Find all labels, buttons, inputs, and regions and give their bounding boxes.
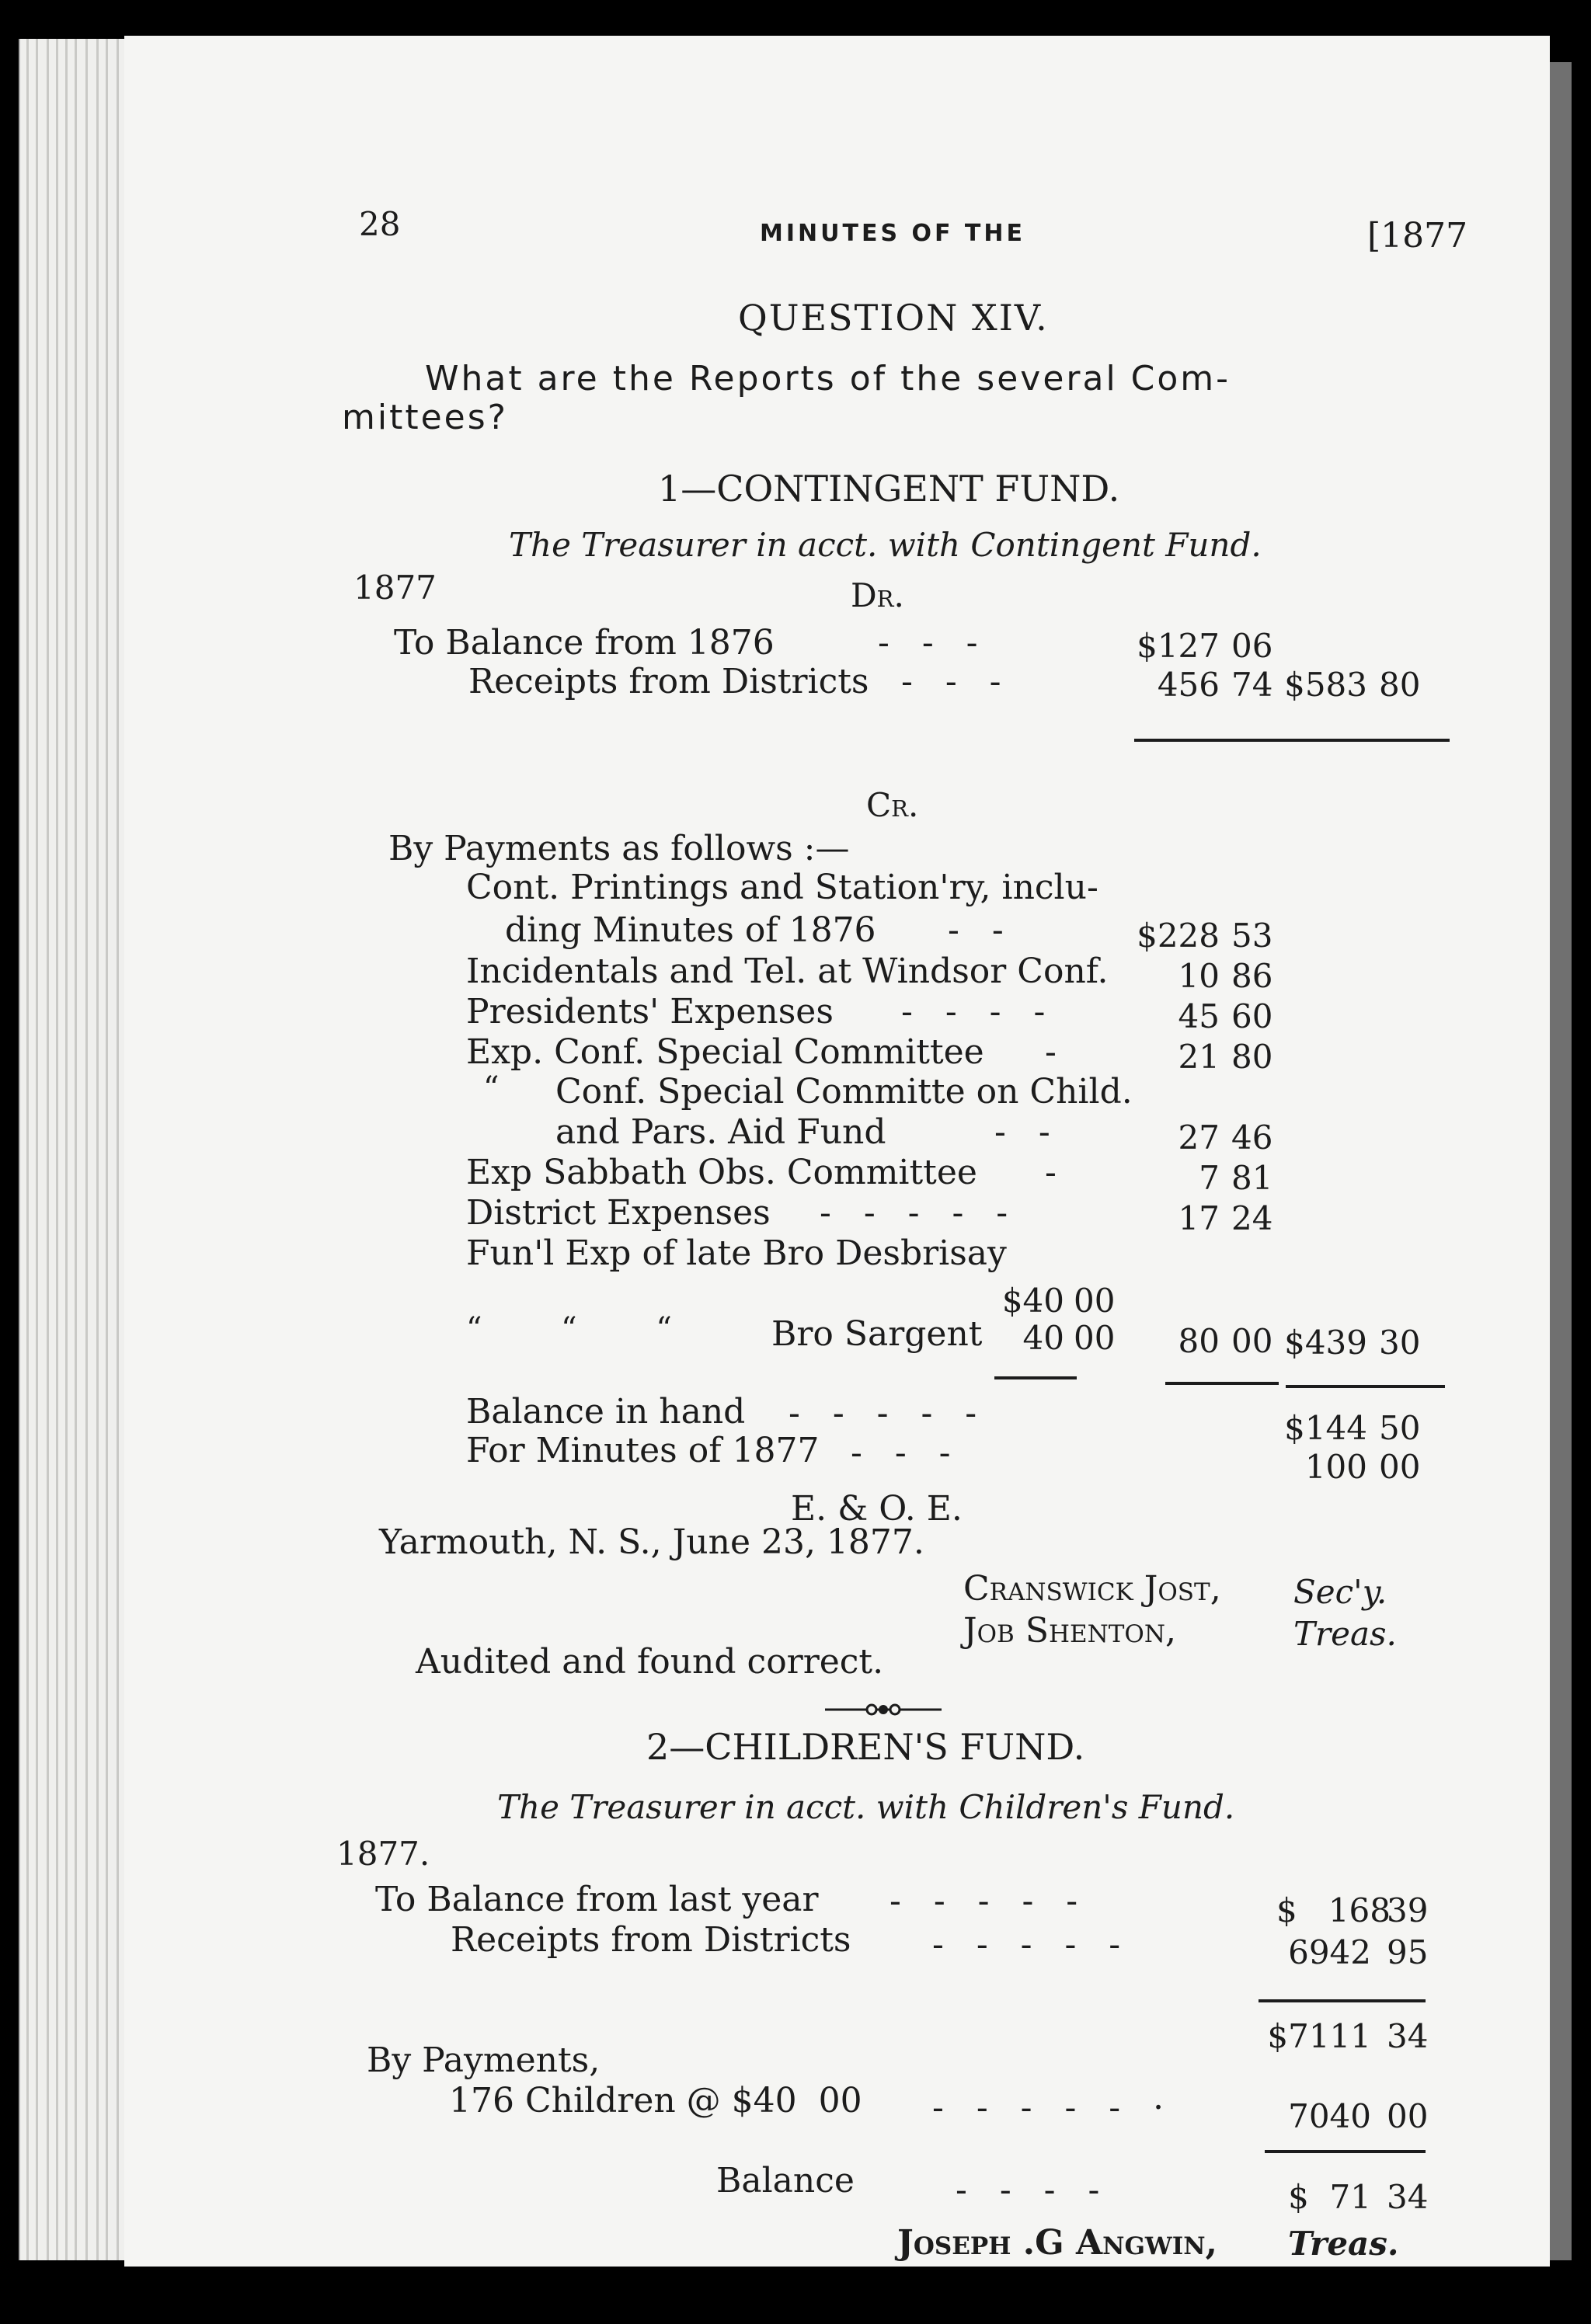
children-balance-label: Balance	[716, 2161, 855, 2200]
cr-line-5-dollars: 21	[1178, 1038, 1220, 1076]
minutes-1877-dollars: 100	[1304, 1448, 1367, 1486]
balance-in-hand-cents: 50	[1379, 1409, 1421, 1447]
cr-total-dollars: $439	[1284, 1324, 1367, 1362]
children-heading: 2—CHILDREN'S FUND.	[646, 1726, 1085, 1768]
cr-line-5-cents: 80	[1231, 1038, 1273, 1076]
cr-line-7-cents: 46	[1231, 1119, 1273, 1157]
minutes-1877-label: For Minutes of 1877	[466, 1431, 820, 1470]
signature-secretary-role: Sec'y.	[1293, 1573, 1387, 1611]
cr-line-8-cents: 81	[1231, 1159, 1273, 1197]
balance-in-hand-dollars: $144	[1284, 1409, 1367, 1447]
minutes-1877-dots: - - -	[851, 1433, 951, 1473]
cr-line-4-dollars: 45	[1178, 997, 1220, 1035]
children-line-1-dollars: $ 168	[1276, 1891, 1391, 1929]
children-payment-dollars: 7040	[1288, 2097, 1371, 2135]
funeral-sargent-dollars: 40	[1022, 1319, 1064, 1357]
funeral-rule	[994, 1376, 1077, 1379]
children-by-payments: By Payments,	[367, 2040, 601, 2080]
book-page	[124, 36, 1550, 2267]
cr-line-4-cents: 60	[1231, 997, 1273, 1035]
cr-line-1-label: Cont. Printings and Station'ry, inclu-	[466, 868, 1098, 907]
dr-line-2-dots: - - -	[901, 662, 1001, 701]
header-year: [1877	[1367, 216, 1468, 256]
cr-line-5-dots: -	[1045, 1032, 1057, 1072]
children-payment-dots: - - - - - ·	[932, 2088, 1165, 2127]
children-line-2-dollars: 6942	[1288, 1933, 1371, 1971]
cr-line-3-cents: 86	[1231, 957, 1273, 995]
cr-line-6-ditto: “	[483, 1070, 500, 1106]
cr-line-4-dots: - - - -	[901, 992, 1046, 1032]
cr-line-2-cents: 53	[1231, 917, 1273, 955]
children-treasurer-name: Joseph .G Angwin,	[897, 2223, 1217, 2263]
place-date: Yarmouth, N. S., June 23, 1877.	[379, 1522, 924, 1562]
by-payments-label: By Payments as follows :—	[388, 829, 850, 868]
contingent-year: 1877	[353, 569, 437, 607]
children-payment-cents: 00	[1387, 2097, 1429, 2135]
cr-line-8-dollars: 7	[1199, 1159, 1220, 1197]
dr-line-2-label: Receipts from Districts	[468, 662, 869, 701]
signature-secretary-name: Cranswick Jost,	[963, 1569, 1221, 1609]
funeral-desbrisay-dollars: $40	[1001, 1282, 1064, 1320]
cr-line-2-label: ding Minutes of 1876	[505, 910, 876, 950]
cr-line-10-label: Fun'l Exp of late Bro Desbrisay	[466, 1233, 1007, 1273]
children-balance-cents: 34	[1387, 2178, 1429, 2216]
balance-in-hand-dots: - - - - -	[789, 1393, 977, 1433]
funeral-sargent-cents: 00	[1074, 1319, 1116, 1357]
cr-line-7-dots: - -	[994, 1112, 1050, 1152]
funeral-subtotal-cents: 00	[1231, 1322, 1273, 1360]
children-treasurer-role: Treas.	[1288, 2225, 1399, 2263]
children-balance-dollars: $ 71	[1288, 2178, 1371, 2216]
dr-line-1-cents: 06	[1231, 627, 1273, 665]
cr-line-2-dollars: $228	[1137, 917, 1220, 955]
cr-line-9-dots: - - - - -	[820, 1193, 1008, 1233]
cr-line-7-label: and Pars. Aid Fund	[555, 1112, 886, 1152]
children-total-dollars: $7111	[1267, 2017, 1371, 2055]
funeral-desbrisay-cents: 00	[1074, 1282, 1116, 1320]
cr-line-3-dollars: 10	[1178, 957, 1220, 995]
contingent-subheading: The Treasurer in acct. with Contingent Fund.	[509, 526, 1262, 564]
running-title: MINUTES OF THE	[760, 220, 1025, 247]
children-line-1-dots: - - - - -	[889, 1881, 1078, 1921]
dr-line-2-cents: 74	[1231, 666, 1273, 704]
children-payment-line: 176 Children @ $40 00	[449, 2081, 862, 2120]
dr-line-1-dollars: $127	[1137, 627, 1220, 665]
subtotal-rule	[1165, 1382, 1279, 1385]
dr-line-1-dots: - - -	[878, 623, 978, 663]
dr-label: Dr.	[851, 576, 904, 614]
question-title: QUESTION XIV.	[738, 297, 1049, 339]
children-line-2-cents: 95	[1387, 1933, 1429, 1971]
children-total-cents: 34	[1387, 2017, 1429, 2055]
section-divider-ornament	[825, 1702, 942, 1717]
cr-line-8-label: Exp Sabbath Obs. Committee	[466, 1153, 977, 1192]
children-total-rule	[1259, 1999, 1426, 2002]
children-year: 1877.	[336, 1835, 430, 1873]
question-text-line2: mittees?	[342, 398, 509, 437]
minutes-1877-cents: 00	[1379, 1448, 1421, 1486]
dr-total-cents: 80	[1379, 666, 1421, 704]
cr-line-6-label: Conf. Special Committe on Child.	[555, 1072, 1133, 1112]
cr-total-cents: 30	[1379, 1324, 1421, 1362]
dr-line-1-label: To Balance from 1876	[394, 623, 775, 663]
funeral-sargent-label: Bro Sargent	[771, 1314, 983, 1354]
total-rule	[1286, 1385, 1445, 1388]
children-subheading: The Treasurer in acct. with Children's Fund.	[497, 1788, 1235, 1826]
page-number: 28	[359, 205, 401, 243]
contingent-heading: 1—CONTINGENT FUND.	[658, 468, 1120, 510]
question-text-line1: What are the Reports of the several Com-	[425, 359, 1231, 398]
cr-line-2-dots: - -	[948, 910, 1004, 950]
cr-line-3-label: Incidentals and Tel. at Windsor Conf.	[466, 952, 1109, 991]
children-balance-rule	[1265, 2150, 1426, 2153]
funeral-subtotal-dollars: 80	[1178, 1322, 1220, 1360]
dr-total-dollars: $583	[1284, 666, 1367, 704]
dr-total-rule	[1134, 739, 1450, 742]
cr-line-9-label: District Expenses	[466, 1193, 771, 1233]
cr-line-8-dots: -	[1045, 1153, 1057, 1192]
cr-line-9-cents: 24	[1231, 1199, 1273, 1237]
signature-treasurer-role: Treas.	[1293, 1615, 1397, 1653]
eoe-note: E. & O. E.	[791, 1489, 963, 1529]
cr-line-5-label: Exp. Conf. Special Committee	[466, 1032, 984, 1072]
funeral-ditto-marks: “ “ “	[466, 1311, 672, 1347]
children-line-1-label: To Balance from last year	[375, 1880, 819, 1919]
children-line-2-dots: - - - - -	[932, 1925, 1121, 1964]
cr-line-7-dollars: 27	[1178, 1119, 1220, 1157]
children-line-1-cents: 39	[1387, 1891, 1429, 1929]
children-line-2-label: Receipts from Districts	[451, 1920, 851, 1960]
book-spine-edge	[1550, 62, 1572, 2260]
cr-label: Cr.	[866, 786, 919, 824]
audited-note: Audited and found correct.	[416, 1642, 884, 1682]
balance-in-hand-label: Balance in hand	[466, 1392, 746, 1432]
cr-line-9-dollars: 17	[1178, 1199, 1220, 1237]
signature-treasurer-name: Job Shenton,	[963, 1611, 1176, 1651]
cr-line-4-label: Presidents' Expenses	[466, 992, 834, 1032]
children-balance-dots: - - - -	[956, 2170, 1100, 2210]
dr-line-2-dollars: 456	[1157, 666, 1220, 704]
